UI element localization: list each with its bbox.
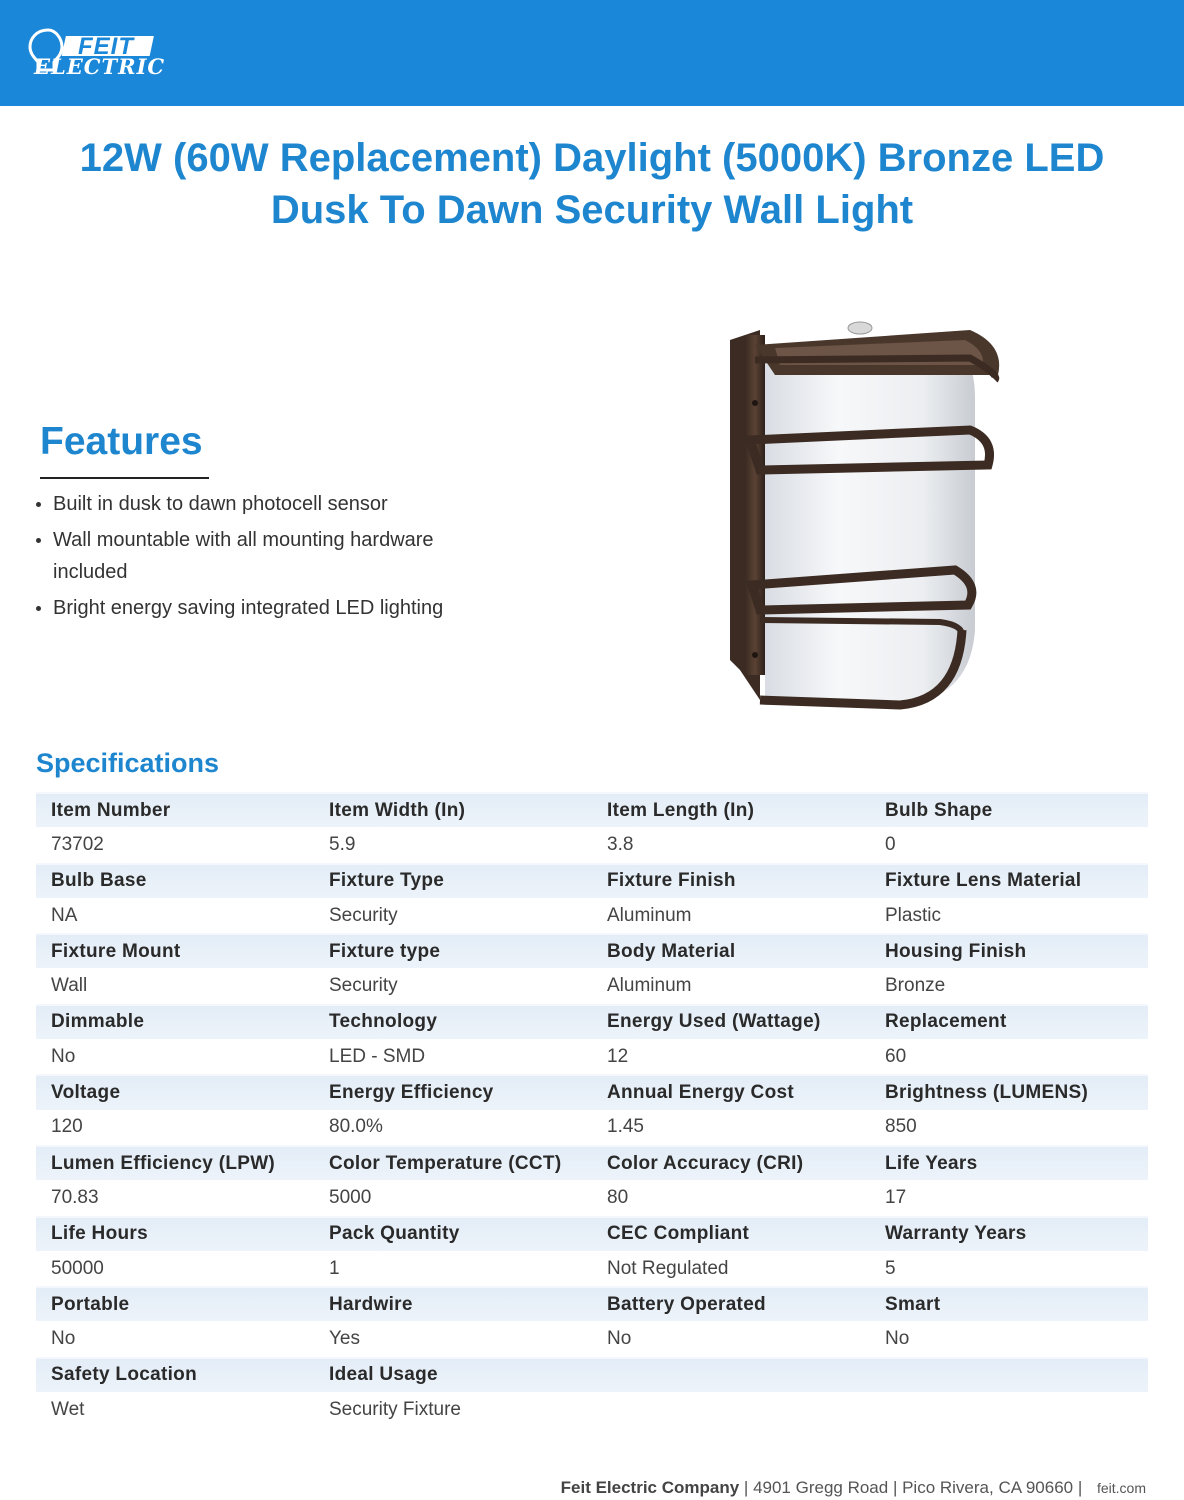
spec-label: Brightness (LUMENS) bbox=[885, 1082, 1089, 1104]
product-image-wall-light bbox=[700, 300, 1030, 730]
spec-label-row bbox=[36, 863, 1148, 898]
spec-value: 850 bbox=[885, 1116, 917, 1138]
feature-item: Wall mountable with all mounting hardware included bbox=[34, 524, 494, 588]
spec-label: Annual Energy Cost bbox=[607, 1082, 794, 1104]
spec-value: No bbox=[885, 1328, 910, 1350]
spec-value: Bronze bbox=[885, 975, 946, 997]
logo-brand-line2: ELECTRIC bbox=[34, 54, 166, 79]
spec-value: Yes bbox=[329, 1328, 360, 1350]
spec-label-row bbox=[36, 1074, 1148, 1109]
spec-value: No bbox=[51, 1328, 76, 1350]
footer-website-link[interactable]: feit.com bbox=[1096, 1480, 1146, 1496]
spec-value: NA bbox=[51, 904, 78, 926]
spec-label: Fixture Mount bbox=[51, 940, 181, 962]
spec-value-row bbox=[36, 827, 1148, 862]
spec-label-row bbox=[36, 1216, 1148, 1251]
spec-label: Energy Efficiency bbox=[329, 1082, 494, 1104]
spec-value: Plastic bbox=[885, 904, 941, 926]
spec-value: LED - SMD bbox=[329, 1045, 426, 1067]
spec-value: 80 bbox=[607, 1186, 629, 1208]
spec-value: 0 bbox=[885, 833, 896, 855]
spec-label: Energy Used (Wattage) bbox=[607, 1011, 821, 1033]
spec-value: 1 bbox=[329, 1257, 340, 1279]
title-line-2: Dusk To Dawn Security Wall Light bbox=[270, 188, 914, 232]
spec-label: Safety Location bbox=[51, 1364, 197, 1386]
features-divider bbox=[40, 477, 209, 479]
spec-value: 5 bbox=[885, 1257, 896, 1279]
spec-value: 5000 bbox=[329, 1186, 372, 1208]
spec-value: Not Regulated bbox=[607, 1257, 729, 1279]
spec-label: Portable bbox=[51, 1293, 130, 1315]
footer bbox=[0, 1478, 1146, 1498]
spec-value: 60 bbox=[885, 1045, 907, 1067]
spec-value: Security bbox=[329, 904, 398, 926]
spec-value: 5.9 bbox=[329, 833, 356, 855]
spec-value-row bbox=[36, 898, 1148, 933]
spec-label: Battery Operated bbox=[607, 1293, 766, 1315]
spec-value: 3.8 bbox=[607, 833, 634, 855]
spec-label: Replacement bbox=[885, 1011, 1007, 1033]
spec-label: Pack Quantity bbox=[329, 1223, 460, 1245]
spec-value: 17 bbox=[885, 1186, 907, 1208]
page-title bbox=[40, 132, 1144, 236]
spec-label-row bbox=[36, 1145, 1148, 1180]
spec-label: Ideal Usage bbox=[329, 1364, 438, 1386]
spec-value: 12 bbox=[607, 1045, 629, 1067]
spec-label: Housing Finish bbox=[885, 940, 1027, 962]
spec-label: Fixture type bbox=[329, 940, 441, 962]
spec-value-row bbox=[36, 1251, 1148, 1286]
spec-label-row bbox=[36, 1004, 1148, 1039]
spec-label: Bulb Shape bbox=[885, 799, 993, 821]
spec-label: Life Years bbox=[885, 1152, 978, 1174]
spec-label: Color Temperature (CCT) bbox=[329, 1152, 562, 1174]
spec-label-row bbox=[36, 792, 1148, 827]
spec-label: Fixture Finish bbox=[607, 870, 736, 892]
spec-value-row bbox=[36, 1392, 1148, 1427]
spec-value-row bbox=[36, 1321, 1148, 1356]
specifications-table bbox=[36, 792, 1148, 1427]
spec-label-row bbox=[36, 1286, 1148, 1321]
features-heading: Features bbox=[40, 420, 203, 463]
spec-label-row bbox=[36, 1357, 1148, 1392]
item-number-link[interactable]: 73702 bbox=[51, 833, 104, 855]
spec-label: Warranty Years bbox=[885, 1223, 1027, 1245]
spec-label: CEC Compliant bbox=[607, 1223, 750, 1245]
spec-label: Smart bbox=[885, 1293, 941, 1315]
spec-value: 1.45 bbox=[607, 1116, 644, 1138]
spec-value-row bbox=[36, 1110, 1148, 1145]
spec-value: Security Fixture bbox=[329, 1398, 461, 1420]
spec-label: Item Number bbox=[51, 799, 171, 821]
title-line-1: 12W (60W Replacement) Daylight (5000K) Bronze LED bbox=[79, 136, 1105, 180]
spec-value: No bbox=[51, 1045, 76, 1067]
spec-label: Fixture Lens Material bbox=[885, 870, 1082, 892]
specifications-heading: Specifications bbox=[36, 748, 220, 778]
spec-value: 80.0% bbox=[329, 1116, 383, 1138]
spec-value: 50000 bbox=[51, 1257, 104, 1279]
spec-label: Dimmable bbox=[51, 1011, 145, 1033]
footer-company: Feit Electric Company bbox=[560, 1478, 740, 1497]
feature-item: Built in dusk to dawn photocell sensor bbox=[34, 488, 494, 520]
spec-value: 70.83 bbox=[51, 1186, 99, 1208]
spec-value: Aluminum bbox=[607, 975, 692, 997]
spec-value-row bbox=[36, 1180, 1148, 1215]
feature-item: Bright energy saving integrated LED lighting bbox=[34, 592, 494, 624]
spec-label: Item Width (In) bbox=[329, 799, 466, 821]
spec-label: Voltage bbox=[51, 1082, 121, 1104]
spec-label: Fixture Type bbox=[329, 870, 445, 892]
features-list bbox=[34, 488, 494, 628]
spec-value: Wet bbox=[51, 1398, 85, 1420]
header-bar bbox=[0, 0, 1184, 106]
spec-label: Technology bbox=[329, 1011, 438, 1033]
footer-address: | 4901 Gregg Road | Pico Rivera, CA 90660 | bbox=[739, 1478, 1087, 1497]
spec-label: Item Length (In) bbox=[607, 799, 755, 821]
spec-value: No bbox=[607, 1328, 632, 1350]
spec-label: Hardwire bbox=[329, 1293, 413, 1315]
spec-label: Bulb Base bbox=[51, 870, 147, 892]
spec-label: Life Hours bbox=[51, 1223, 148, 1245]
spec-value-row bbox=[36, 1039, 1148, 1074]
spec-value: Wall bbox=[51, 975, 88, 997]
spec-label: Lumen Efficiency (LPW) bbox=[51, 1152, 276, 1174]
spec-label: Body Material bbox=[607, 940, 736, 962]
spec-value: Aluminum bbox=[607, 904, 692, 926]
spec-value-row bbox=[36, 968, 1148, 1003]
logo-brand-line1: FEIT bbox=[78, 33, 134, 60]
spec-value: 120 bbox=[51, 1116, 83, 1138]
spec-value: Security bbox=[329, 975, 398, 997]
spec-label-row bbox=[36, 933, 1148, 968]
spec-label: Color Accuracy (CRI) bbox=[607, 1152, 804, 1174]
feit-electric-logo[interactable] bbox=[28, 26, 166, 82]
